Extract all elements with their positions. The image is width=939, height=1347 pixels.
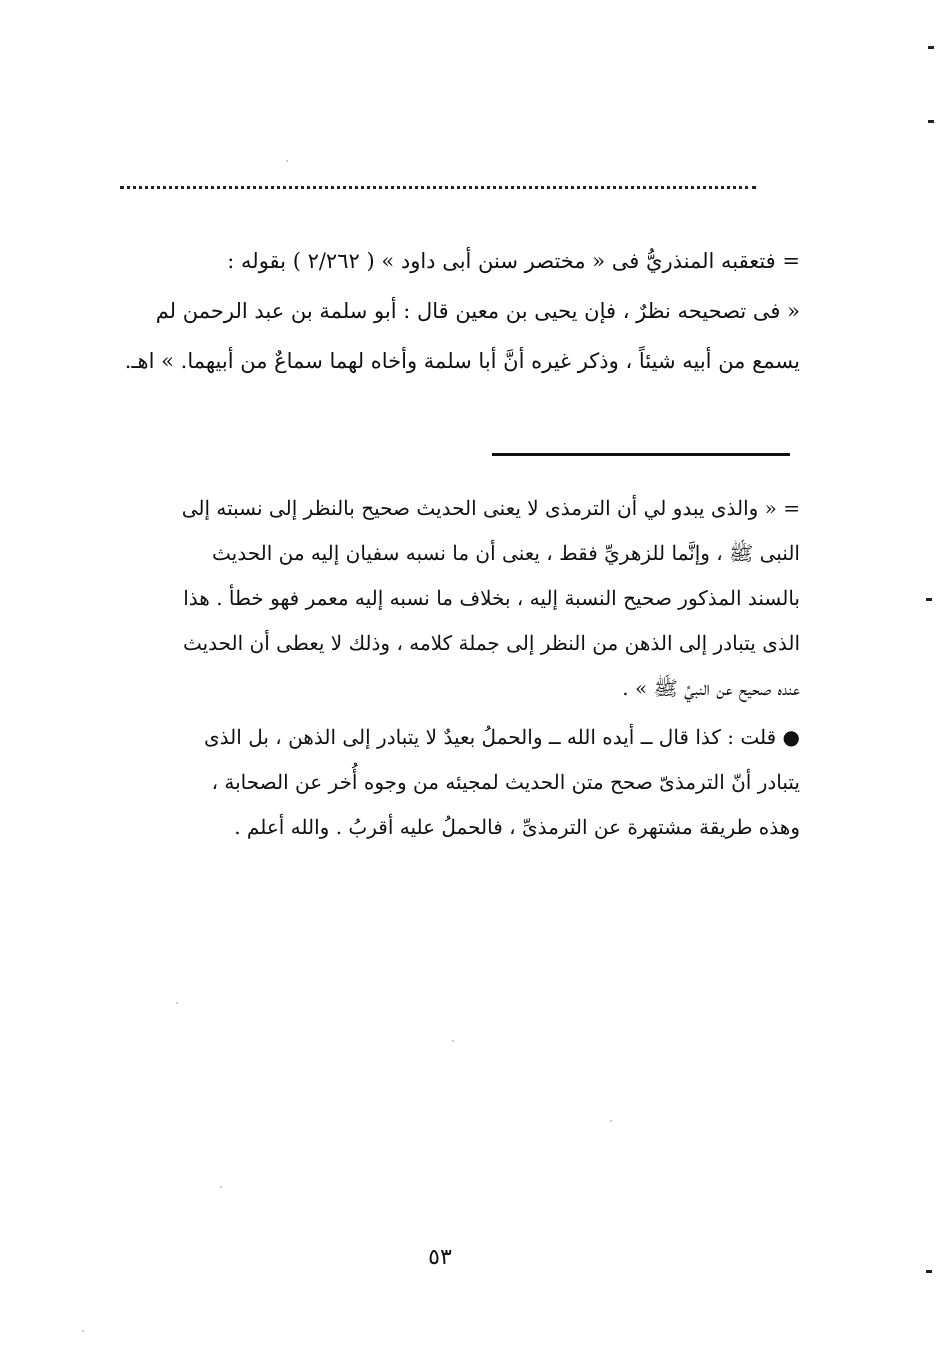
main-text-block [100, 236, 800, 386]
footnote-line: يتبادر أنّ الترمذىّ صحح متن الحديث لمجيئه من وجوه أُخر عن الصحابة ، [211, 770, 800, 794]
footnote-block [110, 486, 800, 850]
page-number: ٥٣ [428, 1245, 452, 1270]
scan-speck [452, 1040, 454, 1042]
footnote-line: ● قلت : كذا قال ــ أيده الله ــ والحملُ بعيدٌ لا يتبادر إلى الذهن ، بل الذى [204, 725, 800, 749]
scan-speck [220, 1186, 222, 1188]
scan-edge-mark [928, 120, 934, 123]
footnote-line: عنده صحيح عن النبيِّ ﷺ » . [622, 676, 800, 700]
footnote-line: = « والذى يبدو لي أن الترمذى لا يعنى الحديث صحيح بالنظر إلى نسبته إلى [181, 496, 800, 520]
main-text-line: = فتعقبه المنذريُّ فى « مختصر سنن أبى داود » ( ٢/٢٦٢ ) بقوله : [227, 249, 800, 273]
scan-speck [82, 1330, 84, 1332]
footnote-line: الذى يتبادر إلى الذهن من النظر إلى جملة كلامه ، وذلك لا يعطى أن الحديث [182, 631, 800, 655]
scan-speck [610, 1120, 612, 1122]
scan-edge-mark [928, 46, 934, 49]
footnote-line: بالسند المذكور صحيح النسبة إليه ، بخلاف ما نسبه إليه معمر فهو خطأ . هذا [183, 586, 800, 610]
footnote-separator [492, 453, 790, 456]
scan-edge-mark [926, 598, 932, 601]
scan-speck [176, 1002, 178, 1004]
dotted-separator [120, 186, 756, 189]
footnote-line: وهذه طريقة مشتهرة عن الترمذىِّ ، فالحملُ عليه أقربُ . والله أعلم . [234, 815, 800, 839]
footnote-line: النبى ﷺ ، وإنَّما للزهريِّ فقط ، يعنى أن ما نسبه سفيان إليه من الحديث [212, 541, 800, 565]
main-text-line: يسمع من أبيه شيئاً ، وذكر غيره أنَّ أبا سلمة وأخاه لهما سماعٌ من أبيهما. » اهـ. [124, 349, 800, 373]
scan-edge-mark [926, 1270, 932, 1273]
scan-speck [286, 160, 288, 162]
main-text-line: « فى تصحيحه نظرٌ ، فإن يحيى بن معين قال : أبو سلمة بن عبد الرحمن لم [155, 299, 800, 323]
